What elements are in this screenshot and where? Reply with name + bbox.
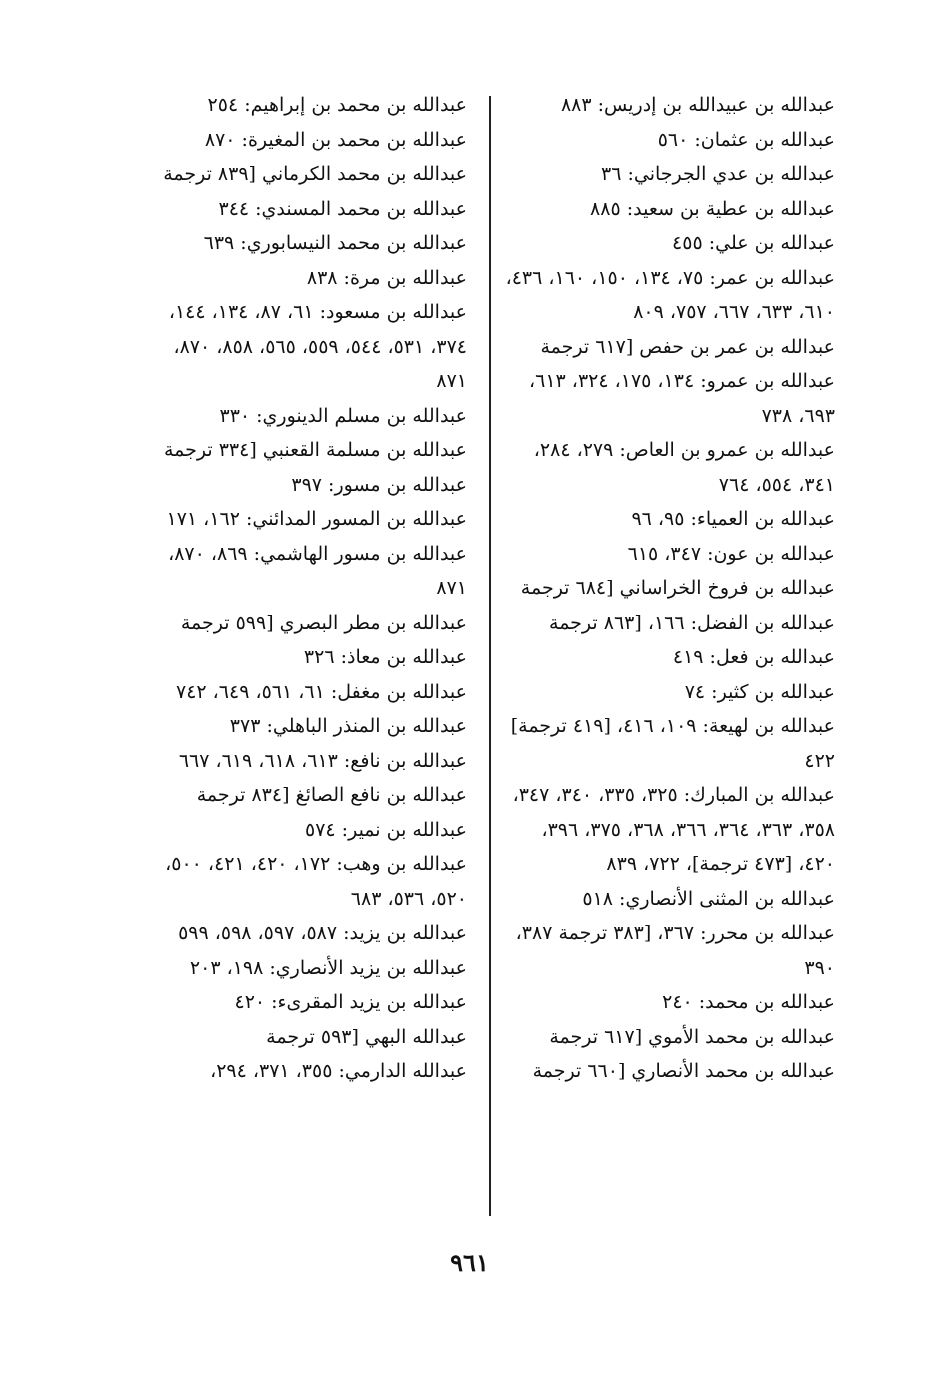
index-entry: عبدالله بن نمير: ٥٧٤ xyxy=(305,818,467,841)
index-entry: عبدالله الدارمي: ٣٥٥، ٣٧١، ٢٩٤، xyxy=(210,1060,467,1082)
left-column xyxy=(161,88,467,1089)
page-number: ٩٦١ xyxy=(450,1248,489,1277)
index-entry: عبدالله بن مطر البصري [٥٩٩ ترجمة xyxy=(180,611,467,634)
index-entry: عبدالله بن العمياء: ٩٥، ٩٦ xyxy=(631,508,835,530)
index-entry: عبدالله بن مسور: ٣٩٧ xyxy=(291,473,467,496)
index-entry: عبدالله بن محمد المسندي: ٣٤٤ xyxy=(218,197,467,220)
index-entry: عبدالله بن الفضل: ١٦٦، [٨٦٣ ترجمة xyxy=(549,611,835,634)
index-entry: عبدالله البهي [٥٩٣ ترجمة xyxy=(266,1025,467,1048)
index-entry: عبدالله بن محمد الأموي [٦١٧ ترجمة xyxy=(549,1025,835,1048)
index-entry: عبدالله بن مسعود: ٦١، ٨٧، ١٣٤، ١٤٤، ٣٧٤، ٥٣١، ٥٤٤، ٥٥٩، ٥٦٥، ٨٥٨، ٨٧٠، ٨٧١ xyxy=(168,301,467,392)
index-entry: عبدالله بن مغفل: ٦١، ٥٦١، ٦٤٩، ٧٤٢ xyxy=(175,680,467,703)
index-entry: عبدالله بن عمرو بن العاص: ٢٧٩، ٢٨٤، ٣٤١، ٥٥٤، ٧٦٤ xyxy=(533,439,835,496)
index-entry: عبدالله بن عمر بن حفص [٦١٧ ترجمة xyxy=(540,335,835,358)
index-entry: عبدالله بن عمر: ٧٥، ١٣٤، ١٥٠، ١٦٠، ٤٣٦، ٦١٠، ٦٣٣، ٦٦٧، ٧٥٧، ٨٠٩ xyxy=(505,266,835,323)
index-entry: عبدالله بن محمد النيسابوري: ٦٣٩ xyxy=(203,232,467,254)
index-entry: عبدالله بن فروخ الخراساني [٦٨٤ ترجمة xyxy=(520,577,835,599)
index-entry: عبدالله بن عطية بن سعيد: ٨٨٥ xyxy=(590,197,835,220)
index-entry: عبدالله بن محمد: ٢٤٠ xyxy=(662,991,835,1013)
index-entry: عبدالله بن محرر: ٣٦٧، [٣٨٣ ترجمة ٣٨٧، ٣٩٠ xyxy=(515,922,835,979)
index-entry: عبدالله بن عون: ٣٤٧، ٦١٥ xyxy=(627,542,835,565)
index-entry: عبدالله بن محمد بن إبراهيم: ٢٥٤ xyxy=(207,94,467,116)
index-entry: عبدالله بن المبارك: ٣٢٥، ٣٣٥، ٣٤٠، ٣٤٧، ٣٥٨، ٣٦٣، ٣٦٤، ٣٦٦، ٣٦٨، ٣٧٥، ٣٩٦، ٤٢٠، [٤٧٣ ترجمة]، ٧٢٢، ٨٣٩ xyxy=(512,784,835,875)
right-column xyxy=(505,88,835,1089)
index-entry: عبدالله بن عمرو: ١٣٤، ١٧٥، ٣٢٤، ٦١٣، ٦٩٣، ٧٣٨ xyxy=(529,370,835,427)
index-entry: عبدالله بن مسلم الدينوري: ٣٣٠ xyxy=(219,404,467,427)
column-divider xyxy=(489,96,491,1216)
index-entry: عبدالله بن محمد الأنصاري [٦٦٠ ترجمة xyxy=(532,1060,835,1082)
index-entry: عبدالله بن معاذ: ٣٢٦ xyxy=(303,646,467,668)
index-entry: عبدالله بن مرة: ٨٣٨ xyxy=(306,266,467,289)
index-entry: عبدالله بن المسور المدائني: ١٦٢، ١٧١ xyxy=(166,508,467,530)
index-entry: عبدالله بن علي: ٤٥٥ xyxy=(672,232,835,254)
index-entry: عبدالله بن يزيد المقرىء: ٤٢٠ xyxy=(234,991,467,1013)
index-entry: عبدالله بن فعل: ٤١٩ xyxy=(672,646,835,668)
index-entry: عبدالله بن المثنى الأنصاري: ٥١٨ xyxy=(582,887,835,910)
index-entry: عبدالله بن عبيدالله بن إدريس: ٨٨٣ xyxy=(560,94,835,116)
index-entry: عبدالله بن عدي الجرجاني: ٣٦ xyxy=(601,163,835,185)
index-entry: عبدالله بن وهب: ١٧٢، ٤٢٠، ٤٢١، ٥٠٠، ٥٢٠، ٥٣٦، ٦٨٣ xyxy=(165,853,467,910)
index-entry: عبدالله بن نافع: ٦١٣، ٦١٨، ٦١٩، ٦٦٧ xyxy=(178,749,467,772)
index-entry: عبدالله بن لهيعة: ١٠٩، ٤١٦، [٤١٩ ترجمة] ٤٢٢ xyxy=(510,715,835,772)
index-entry: عبدالله بن يزيد الأنصاري: ١٩٨، ٢٠٣ xyxy=(189,956,467,979)
index-entry: عبدالله بن كثير: ٧٤ xyxy=(684,680,835,703)
index-entry: عبدالله بن عثمان: ٥٦٠ xyxy=(657,128,835,151)
index-entry: عبدالله بن مسلمة القعنبي [٣٣٤ ترجمة xyxy=(163,439,467,461)
index-entry: عبدالله بن يزيد: ٥٨٧، ٥٩٧، ٥٩٨، ٥٩٩ xyxy=(178,922,467,944)
index-entry: عبدالله بن نافع الصائغ [٨٣٤ ترجمة xyxy=(196,784,467,806)
index-entry: عبدالله بن مسور الهاشمي: ٨٦٩، ٨٧٠، ٨٧١ xyxy=(168,542,467,599)
index-entry: عبدالله بن محمد بن المغيرة: ٨٧٠ xyxy=(204,128,467,151)
index-entry: عبدالله بن محمد الكرماني [٨٣٩ ترجمة xyxy=(163,163,467,185)
index-entry: عبدالله بن المنذر الباهلي: ٣٧٣ xyxy=(229,715,467,737)
